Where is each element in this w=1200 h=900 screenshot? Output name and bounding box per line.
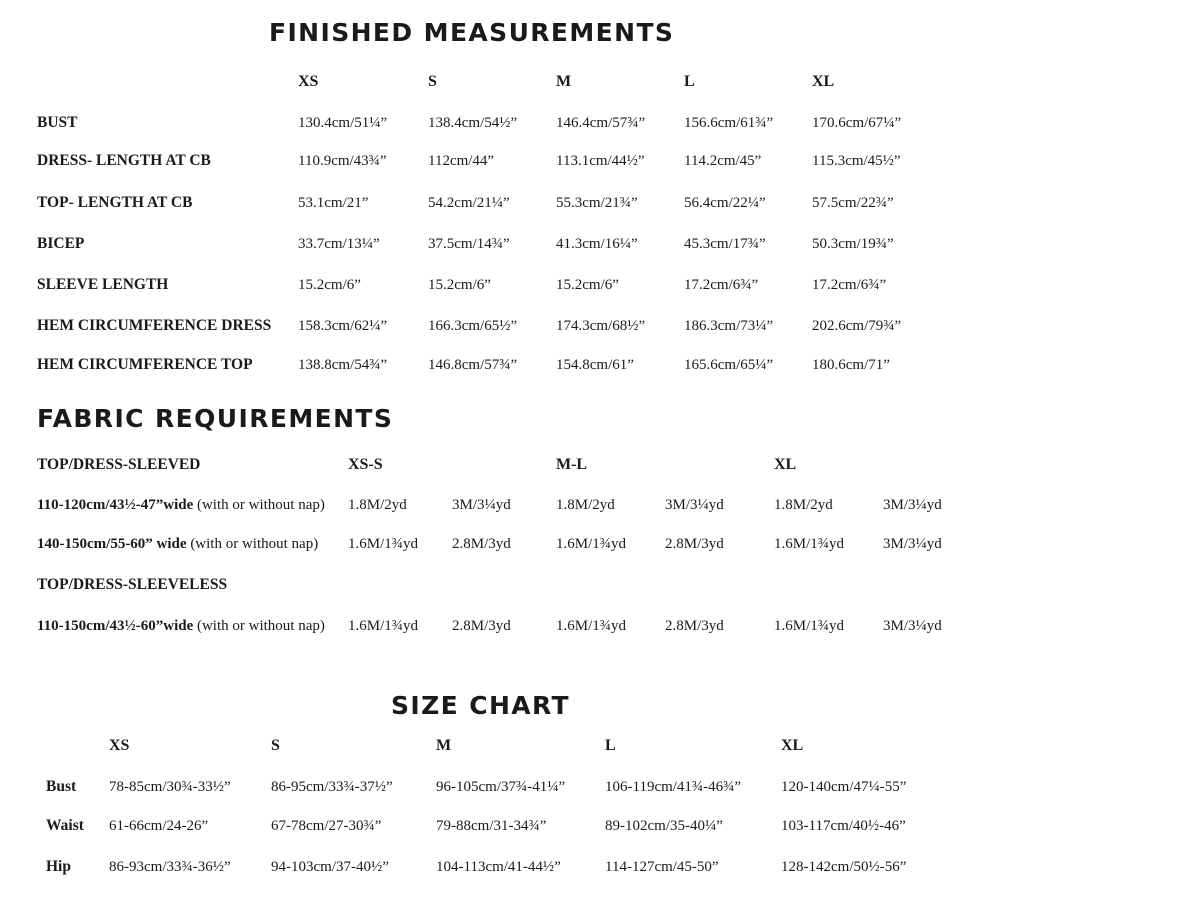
body-measurement: 86-95cm/33¾-37½”: [271, 779, 393, 795]
fabric-size-group-xl: XL: [774, 456, 797, 473]
measurement-value: 17.2cm/6¾”: [812, 277, 887, 293]
fabric-amount: 3M/3¼yd: [883, 618, 942, 634]
body-measurement: 67-78cm/27-30¾”: [271, 818, 382, 834]
body-measurement: 114-127cm/45-50”: [605, 859, 719, 875]
fabric-amount: 3M/3¼yd: [665, 497, 724, 513]
row-label: DRESS- LENGTH AT CB: [37, 152, 211, 169]
fabric-amount: 3M/3¼yd: [452, 497, 511, 513]
measurement-value: 156.6cm/61¾”: [684, 115, 774, 131]
fabric-amount: 1.6M/1¾yd: [774, 536, 845, 552]
fabric-amount: 1.8M/2yd: [348, 497, 407, 513]
row-label: TOP- LENGTH AT CB: [37, 194, 193, 211]
measurement-value: 180.6cm/71”: [812, 357, 890, 373]
fabric-amount: 1.6M/1¾yd: [348, 618, 419, 634]
measurement-value: 114.2cm/45”: [684, 153, 762, 169]
fabric-width-note: (with or without nap): [186, 536, 319, 552]
fabric-width: 140-150cm/55-60” wide: [37, 536, 187, 552]
body-measurement: 61-66cm/24-26”: [109, 818, 209, 834]
size-chart-size-xl: XL: [781, 737, 804, 754]
row-label: BUST: [37, 114, 78, 131]
size-chart-size-l: L: [605, 737, 616, 754]
fabric-width-label: [37, 617, 325, 635]
body-measurement: 86-93cm/33¾-36½”: [109, 859, 231, 875]
fabric-amount: 1.6M/1¾yd: [774, 618, 845, 634]
measurement-value: 112cm/44”: [428, 153, 495, 169]
measurement-value: 130.4cm/51¼”: [298, 115, 388, 131]
finished-size-xl: XL: [812, 73, 835, 90]
measurement-value: 15.2cm/6”: [298, 277, 361, 293]
measurement-value: 146.8cm/57¾”: [428, 357, 518, 373]
fabric-amount: 3M/3¼yd: [883, 497, 942, 513]
finished-size-s: S: [428, 73, 437, 90]
measurement-value: 57.5cm/22¾”: [812, 195, 894, 211]
sleeved-section-label: TOP/DRESS-SLEEVED: [37, 456, 201, 473]
row-label: Waist: [46, 817, 84, 834]
measurement-value: 55.3cm/21¾”: [556, 195, 638, 211]
body-measurement: 89-102cm/35-40¼”: [605, 818, 723, 834]
measurement-value: 202.6cm/79¾”: [812, 318, 902, 334]
fabric-width-note: (with or without nap): [193, 618, 325, 634]
row-label: Hip: [46, 858, 71, 875]
body-measurement: 96-105cm/37¾-41¼”: [436, 779, 566, 795]
fabric-width-label: [37, 535, 318, 553]
size-chart-title: SIZE CHART: [391, 691, 571, 720]
row-label: BICEP: [37, 235, 85, 252]
measurement-value: 54.2cm/21¼”: [428, 195, 510, 211]
fabric-amount: 1.6M/1¾yd: [348, 536, 419, 552]
fabric-amount: 2.8M/3yd: [452, 536, 511, 552]
body-measurement: 103-117cm/40½-46”: [781, 818, 906, 834]
finished-size-xs: XS: [298, 73, 319, 90]
measurement-value: 113.1cm/44½”: [556, 153, 645, 169]
fabric-amount: 3M/3¼yd: [883, 536, 942, 552]
measurement-value: 50.3cm/19¾”: [812, 236, 894, 252]
finished-measurements-title: FINISHED MEASUREMENTS: [269, 18, 675, 47]
fabric-width: 110-150cm/43½-60”wide: [37, 618, 194, 634]
body-measurement: 128-142cm/50½-56”: [781, 859, 907, 875]
measurement-value: 56.4cm/22¼”: [684, 195, 766, 211]
row-label: HEM CIRCUMFERENCE TOP: [37, 356, 253, 373]
measurement-value: 186.3cm/73¼”: [684, 318, 774, 334]
measurement-value: 110.9cm/43¾”: [298, 153, 387, 169]
row-label: Bust: [46, 778, 77, 795]
body-measurement: 78-85cm/30¾-33½”: [109, 779, 231, 795]
measurement-value: 17.2cm/6¾”: [684, 277, 759, 293]
row-label: HEM CIRCUMFERENCE DRESS: [37, 317, 272, 334]
measurement-value: 45.3cm/17¾”: [684, 236, 766, 252]
measurement-value: 33.7cm/13¼”: [298, 236, 380, 252]
fabric-amount: 2.8M/3yd: [665, 536, 724, 552]
fabric-requirements-title: FABRIC REQUIREMENTS: [37, 404, 394, 433]
size-chart-size-xs: XS: [109, 737, 130, 754]
size-chart-size-s: S: [271, 737, 280, 754]
size-chart-size-m: M: [436, 737, 452, 754]
measurement-value: 15.2cm/6”: [428, 277, 491, 293]
measurement-value: 53.1cm/21”: [298, 195, 369, 211]
fabric-size-group-m-l: M-L: [556, 456, 588, 473]
fabric-amount: 1.6M/1¾yd: [556, 536, 627, 552]
body-measurement: 106-119cm/41¾-46¾”: [605, 779, 742, 795]
row-label: SLEEVE LENGTH: [37, 276, 169, 293]
fabric-width-note: (with or without nap): [193, 497, 325, 513]
fabric-width: 110-120cm/43½-47”wide: [37, 497, 194, 513]
measurement-value: 41.3cm/16¼”: [556, 236, 638, 252]
sleeveless-section-label: TOP/DRESS-SLEEVELESS: [37, 576, 228, 593]
fabric-amount: 1.8M/2yd: [774, 497, 833, 513]
measurement-value: 154.8cm/61”: [556, 357, 634, 373]
measurement-value: 166.3cm/65½”: [428, 318, 518, 334]
fabric-width-label: [37, 496, 325, 514]
measurement-value: 138.4cm/54½”: [428, 115, 518, 131]
body-measurement: 120-140cm/47¼-55”: [781, 779, 907, 795]
measurement-value: 170.6cm/67¼”: [812, 115, 902, 131]
fabric-amount: 1.8M/2yd: [556, 497, 615, 513]
fabric-amount: 2.8M/3yd: [452, 618, 511, 634]
measurement-value: 115.3cm/45½”: [812, 153, 901, 169]
measurement-value: 138.8cm/54¾”: [298, 357, 388, 373]
body-measurement: 94-103cm/37-40½”: [271, 859, 389, 875]
measurement-value: 146.4cm/57¾”: [556, 115, 646, 131]
measurement-value: 158.3cm/62¼”: [298, 318, 388, 334]
measurement-value: 174.3cm/68½”: [556, 318, 646, 334]
measurement-value: 37.5cm/14¾”: [428, 236, 510, 252]
body-measurement: 104-113cm/41-44½”: [436, 859, 561, 875]
body-measurement: 79-88cm/31-34¾”: [436, 818, 547, 834]
fabric-amount: 2.8M/3yd: [665, 618, 724, 634]
fabric-size-group-xs-s: XS-S: [348, 456, 383, 473]
finished-size-l: L: [684, 73, 695, 90]
fabric-amount: 1.6M/1¾yd: [556, 618, 627, 634]
measurement-value: 165.6cm/65¼”: [684, 357, 774, 373]
measurement-value: 15.2cm/6”: [556, 277, 619, 293]
finished-size-m: M: [556, 73, 572, 90]
